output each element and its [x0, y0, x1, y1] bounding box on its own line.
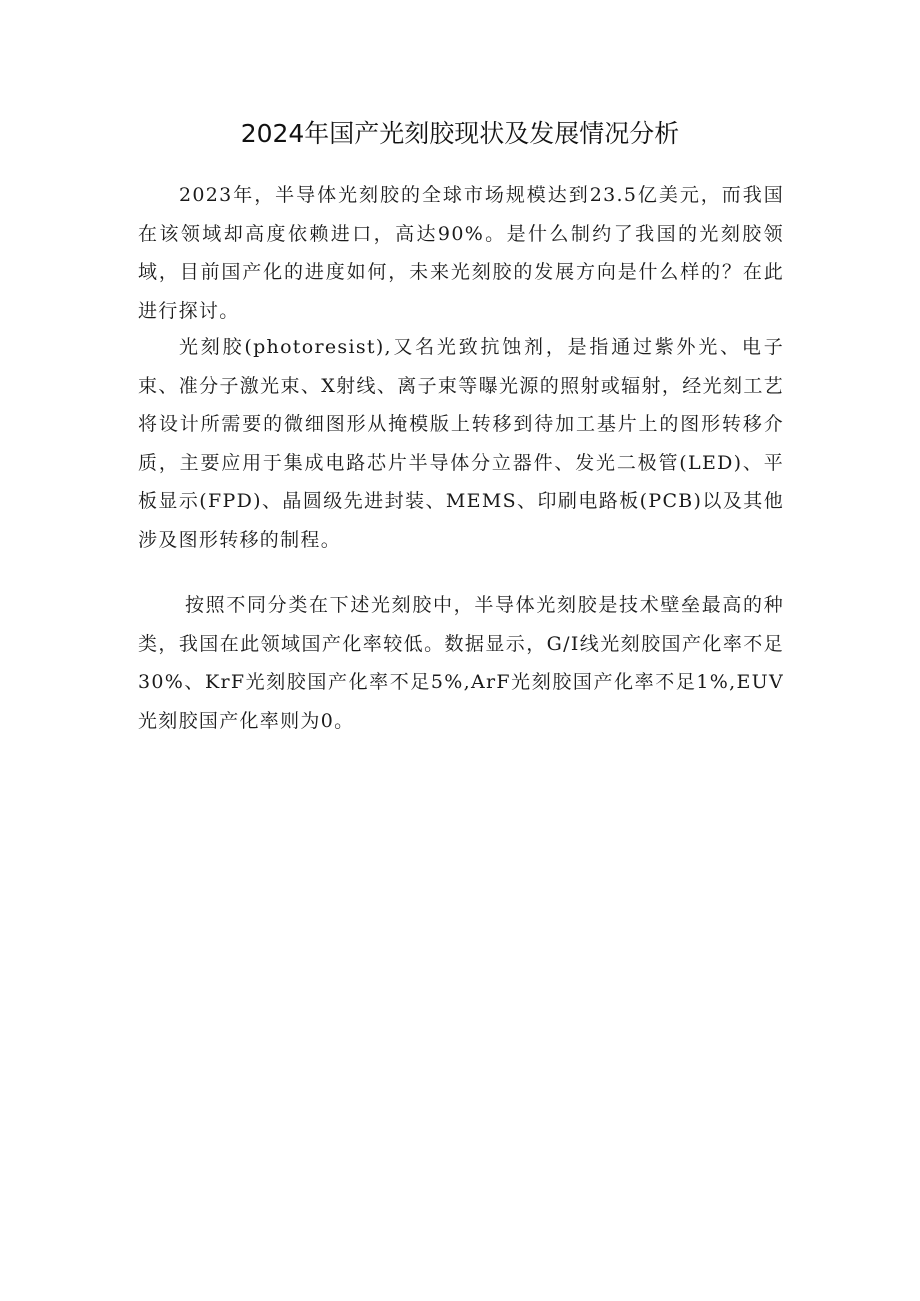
paragraph-localization-rate: 按照不同分类在下述光刻胶中，半导体光刻胶是技术壁垒最高的种类，我国在此领域国产化率较低。数据显示，G/I线光刻胶国产化率不足30%、KrF光刻胶国产化率不足5%,ArF光刻胶国产化率不足1%,EUV光刻胶国产化率则为0。: [138, 594, 784, 732]
document-title: 2024年国产光刻胶现状及发展情况分析: [240, 119, 680, 148]
paragraph-photoresist-definition: 光刻胶(photoresist),又名光致抗蚀剂，是指通过紫外光、电子束、准分子激光束、X射线、离子束等曝光源的照射或辐射，经光刻工艺将设计所需要的微细图形从掩模版上转移到待加工基片上的图形转移介质，主要应用于集成电路芯片半导体分立器件、发光二极管(LED)、平板显示(FPD)、晶圆级先进封装、MEMS、印刷电路板(PCB)以及其他涉及图形转移的制程。: [138, 336, 784, 551]
paragraph-market-overview: 2023年，半导体光刻胶的全球市场规模达到23.5亿美元，而我国在该领域却高度依赖进口，高达90%。是什么制约了我国的光刻胶领域，目前国产化的进度如何，未来光刻胶的发展方向是什么样的？在此进行探讨。: [138, 184, 784, 322]
